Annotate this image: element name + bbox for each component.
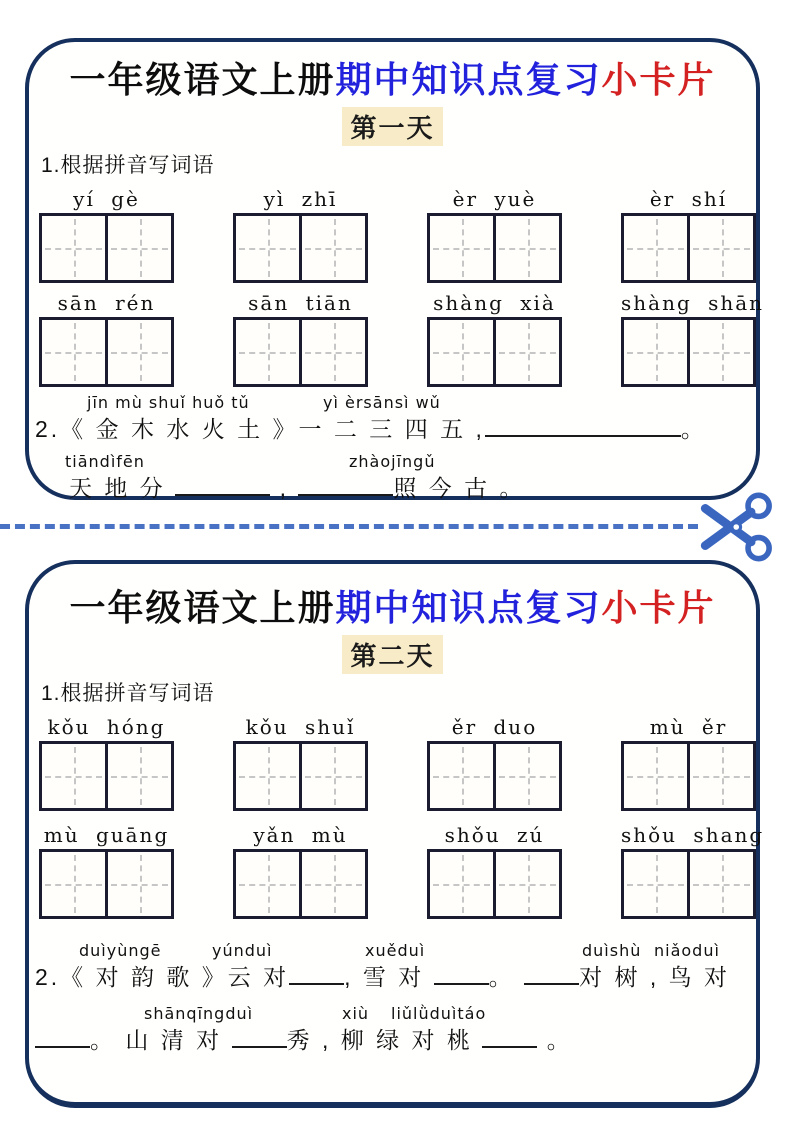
question-text: 秀 , 柳 绿 对 桃 [286, 1027, 473, 1053]
section1-heading: 1.根据拼音写词语 [41, 682, 215, 705]
question-text: , [279, 475, 289, 501]
writing-grid [39, 741, 174, 811]
writing-cell [42, 744, 105, 808]
answer-blank [524, 963, 579, 985]
writing-cell [687, 320, 753, 384]
pinyin-word: shǒu shang [621, 823, 765, 847]
writing-cell [624, 216, 687, 280]
page-title [29, 52, 756, 103]
question-text: 。 [546, 1027, 573, 1053]
pinyin-annotation: zhàojīngǔ [349, 452, 436, 471]
answer-blank [289, 963, 344, 985]
writing-cell [430, 852, 493, 916]
question-pinyin-line [29, 941, 756, 960]
writing-cell [299, 744, 365, 808]
writing-cell [624, 320, 687, 384]
pinyin-annotation: jīn mù shuǐ huǒ tǔ [87, 393, 250, 412]
writing-cell [493, 744, 559, 808]
question-text: 天 地 分 [69, 475, 166, 501]
writing-cell [493, 216, 559, 280]
writing-cell [687, 216, 753, 280]
question-2 [29, 941, 756, 1055]
writing-cell [624, 852, 687, 916]
question-text: 。 山 清 对 [90, 1027, 223, 1053]
writing-cell [430, 320, 493, 384]
writing-grid [39, 213, 174, 283]
title-card-label: 小卡片 [601, 587, 716, 628]
pinyin-annotation: tiāndìfēn [65, 452, 145, 471]
pinyin-word: mù guāng [43, 823, 170, 847]
writing-grid [39, 317, 174, 387]
question-text-line [69, 473, 756, 503]
answer-blank [175, 474, 270, 496]
pinyin-annotation: xuěduì [365, 941, 426, 960]
pinyin-annotation: shānqīngduì [144, 1004, 254, 1023]
writing-cell [42, 320, 105, 384]
answer-blank [485, 415, 681, 437]
question-text: , 雪 对 [344, 964, 425, 990]
writing-cell [493, 852, 559, 916]
pinyin-row [39, 187, 756, 211]
day-badge: 第二天 [342, 635, 442, 674]
writing-cell [105, 744, 171, 808]
title-grade: 一年级语文上册 [69, 587, 336, 628]
day-row [29, 635, 756, 669]
writing-grid [233, 213, 368, 283]
writing-grid [233, 741, 368, 811]
pinyin-word: kǒu shuǐ [245, 715, 356, 739]
pinyin-word: yí gè [73, 187, 140, 211]
writing-cell [299, 320, 365, 384]
writing-cell [430, 216, 493, 280]
writing-cell [105, 852, 171, 916]
pinyin-word: mù ěr [649, 715, 728, 739]
writing-cell [430, 744, 493, 808]
writing-cell [105, 320, 171, 384]
pinyin-word: èr shí [649, 187, 728, 211]
question-text: 对 树 , 鸟 对 [579, 964, 731, 990]
writing-cell [236, 744, 299, 808]
pinyin-word: ěr duo [451, 715, 538, 739]
pinyin-annotation: duìshù [582, 941, 642, 960]
writing-cell [687, 852, 753, 916]
writing-grid [621, 213, 756, 283]
question-text: 2.《 对 韵 歌 》云 对 [35, 964, 290, 990]
pinyin-word: sān tiān [248, 291, 353, 315]
writing-grid [233, 317, 368, 387]
writing-cell [105, 216, 171, 280]
writing-grid [621, 741, 756, 811]
question-pinyin-line [29, 452, 756, 471]
pinyin-row [39, 291, 765, 315]
writing-grid [621, 317, 756, 387]
pinyin-annotation: yúnduì [212, 941, 273, 960]
writing-grid [39, 849, 174, 919]
pinyin-word: shàng xià [433, 291, 556, 315]
writing-grid [427, 213, 562, 283]
writing-cell [687, 744, 753, 808]
writing-cell [42, 852, 105, 916]
day-badge: 第一天 [342, 107, 442, 146]
writing-grid [427, 849, 562, 919]
scissors-icon [694, 491, 776, 563]
grid-row [39, 317, 756, 387]
writing-cell [299, 852, 365, 916]
answer-blank [482, 1026, 537, 1048]
answer-blank [298, 474, 393, 496]
pinyin-annotation: niǎoduì [654, 941, 720, 960]
grid-row [39, 741, 756, 811]
answer-blank [434, 963, 489, 985]
title-topic: 期中知识点复习 [335, 59, 602, 100]
grid-row [39, 213, 756, 283]
page-title [29, 580, 756, 631]
question-text-line [35, 414, 756, 444]
pinyin-annotation: duìyùngē [79, 941, 162, 960]
writing-grid [621, 849, 756, 919]
question-text: 2.《 金 木 水 火 土 》一 二 三 四 五 , [35, 416, 485, 442]
question-text: 。 [680, 416, 707, 442]
question-text: 照 今 古 。 [393, 475, 526, 501]
writing-cell [299, 216, 365, 280]
pinyin-annotation: liǔlǜduìtáo [391, 1004, 487, 1023]
writing-cell [624, 744, 687, 808]
pinyin-annotation: yì èrsānsì wǔ [323, 393, 441, 412]
answer-blank [35, 1026, 90, 1048]
pinyin-word: shǒu zú [444, 823, 545, 847]
pinyin-row [39, 715, 756, 739]
writing-cell [42, 216, 105, 280]
cut-line [0, 524, 698, 529]
title-topic: 期中知识点复习 [335, 587, 602, 628]
writing-cell [493, 320, 559, 384]
writing-cell [236, 320, 299, 384]
writing-grid [233, 849, 368, 919]
question-2 [29, 393, 756, 503]
worksheet-card-day2 [25, 560, 765, 1108]
pinyin-word: shàng shān [621, 291, 765, 315]
section1-heading: 1.根据拼音写词语 [41, 154, 215, 177]
pinyin-row [39, 823, 765, 847]
pinyin-word: sān rén [57, 291, 156, 315]
pinyin-word: yì zhī [263, 187, 338, 211]
title-grade: 一年级语文上册 [69, 59, 336, 100]
grid-row [39, 849, 756, 919]
writing-grid [427, 317, 562, 387]
pinyin-word: èr yuè [452, 187, 537, 211]
writing-cell [236, 852, 299, 916]
question-text: 。 [488, 964, 515, 990]
question-text-line [35, 1025, 756, 1055]
question-pinyin-line [29, 393, 756, 412]
title-card-label: 小卡片 [601, 59, 716, 100]
worksheet-card-day1 [25, 38, 765, 501]
pinyin-word: kǒu hóng [47, 715, 166, 739]
question-text-line [35, 962, 756, 992]
day-row [29, 107, 756, 141]
writing-grid [427, 741, 562, 811]
writing-cell [236, 216, 299, 280]
answer-blank [232, 1026, 287, 1048]
pinyin-word: yǎn mù [253, 823, 348, 847]
question-pinyin-line [29, 1004, 756, 1023]
pinyin-annotation: xiù [342, 1004, 370, 1023]
